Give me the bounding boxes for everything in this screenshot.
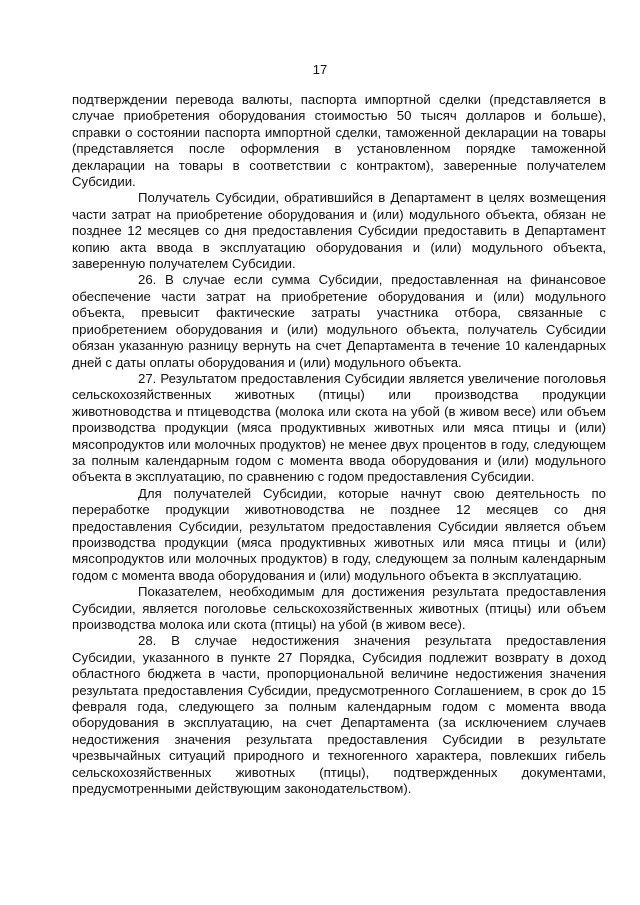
page-number: 17 [312, 62, 328, 77]
paragraph-item-28: 28. В случае недостижения значения результата предоставления Субсидии, указанного в пункте 27 Порядка, Субсидия подлежит возврату в доход областного бюджета в части, пропорциональной величине недостижения значения результата предоставления Субсидии, предусмотренного Соглашением, в срок до 15 февраля года, следующего за полным календарным годом с момента ввода оборудования в эксплуатацию, на счет Департамента (за исключением случаев недостижения значения результата предоставления Субсидии в результате чрезвычайных ситуаций природного и техногенного характера, повлекших гибель сельскохозяйственных животных (птицы), подтвержденных документами, предусмотренными действующим законодательством). [72, 633, 606, 797]
document-body [72, 92, 606, 797]
paragraph-continuation: подтверждении перевода валюты, паспорта импортной сделки (представляется в случае приобретения оборудования стоимостью 50 тысяч долларов и больше), справки о состоянии паспорта импортной сделки, таможенной декларации на товары (представляется после оформления в установленном порядке таможенной декларации на товары в соответствии с контрактом), заверенные получателем Субсидии. [72, 92, 606, 190]
paragraph-item-26: 26. В случае если сумма Субсидии, предоставленная на финансовое обеспечение части затрат на приобретение оборудования и (или) модульного объекта, превысит фактические затраты участника отбора, связанные с приобретением оборудования и (или) модульного объекта, получатель Субсидии обязан указанную разницу вернуть на счет Департамента в течение 10 календарных дней с даты оплаты оборудования и (или) модульного объекта. [72, 272, 606, 370]
paragraph-indicator: Показателем, необходимым для достижения результата предоставления Субсидии, является поголовье сельскохозяйственных животных (птицы) или объем производства молока или скота (птицы) на убой (в живом весе). [72, 584, 606, 632]
paragraph-item-27: 27. Результатом предоставления Субсидии является увеличение поголовья сельскохозяйственных животных (птицы) или производства продукции животноводства и птицеводства (молока или скота на убой (в живом весе) или объем производства продукции (мяса продуктивных животных или мяса птицы и (или) мясопродуктов или молочных продуктов) не менее двух процентов в году, следующем за полным календарным годом с момента ввода оборудования и (или) модульного объекта в эксплуатацию, по сравнению с годом предоставления Субсидии. [72, 370, 606, 485]
paragraph-act-copy: Получатель Субсидии, обратившийся в Департамент в целях возмещения части затрат на приобретение оборудования и (или) модульного объекта, обязан не позднее 12 месяцев со дня предоставления Субсидии предоставить в Департамент копию акта ввода в эксплуатацию оборудования и (или) модульного объекта, заверенную получателем Субсидии. [72, 190, 606, 272]
paragraph-processing-recipients: Для получателей Субсидии, которые начнут свою деятельность по переработке продукции животноводства не позднее 12 месяцев со дня предоставления Субсидии, результатом предоставления Субсидии является объем производства продукции (мяса продуктивных животных или мяса птицы и (или) мясопродуктов или молочных продуктов) в году, следующем за полным календарным годом с момента ввода оборудования и (или) модульного объекта в эксплуатацию. [72, 485, 606, 583]
